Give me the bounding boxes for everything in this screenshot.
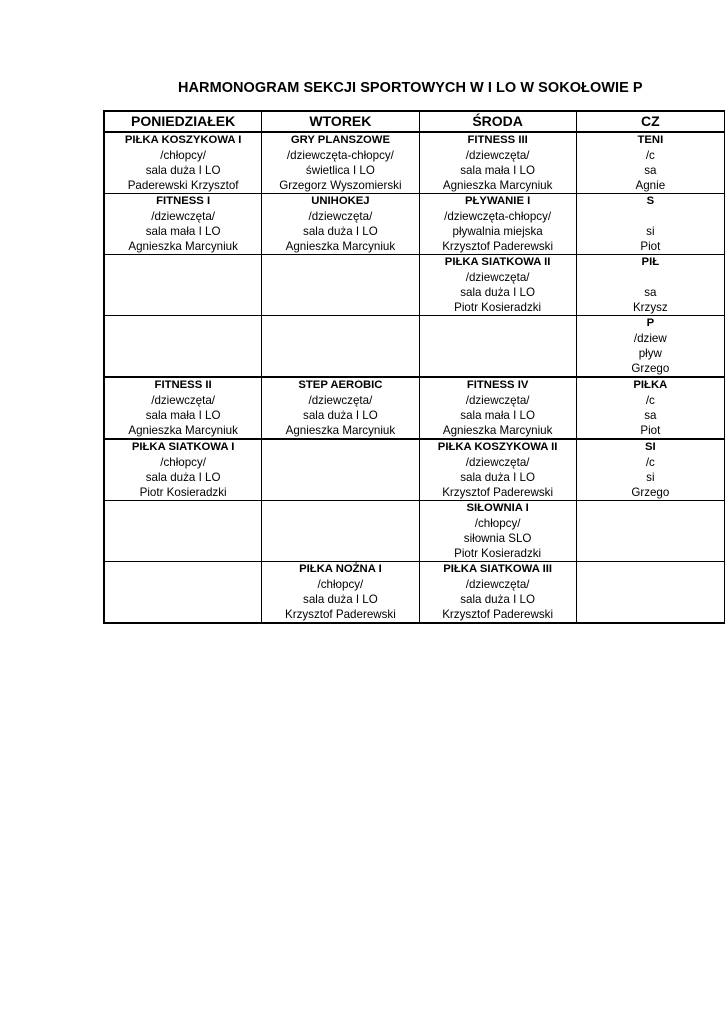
activity-place — [420, 346, 576, 361]
schedule-cell-tuesday — [262, 316, 419, 378]
activity-place: sala mała I LO — [145, 225, 221, 238]
activity-name: PIŁ — [641, 256, 660, 268]
activity-group — [420, 331, 576, 346]
activity-name: TENI — [637, 134, 664, 146]
activity-group: /dziewczęta/ — [151, 210, 216, 223]
activity-group — [105, 577, 261, 592]
schedule-cell-tuesday — [262, 562, 419, 624]
table-row — [104, 377, 725, 439]
schedule-cell-thursday — [576, 377, 724, 439]
schedule-cell-wednesday — [419, 501, 576, 562]
schedule-cell-wednesday — [419, 255, 576, 316]
activity-group: /dziewczęta/ — [465, 394, 530, 407]
schedule-cell-thursday — [576, 194, 724, 255]
activity-group — [262, 331, 418, 346]
header-row — [104, 111, 725, 132]
schedule-cell-thursday — [576, 501, 724, 562]
table-row — [104, 439, 725, 501]
schedule-cell-tuesday — [262, 377, 419, 439]
activity-group: /dziewczęta/ — [151, 394, 216, 407]
activity-place: sa — [644, 164, 657, 177]
schedule-cell-wednesday — [419, 377, 576, 439]
schedule-cell-thursday — [576, 439, 724, 501]
activity-coach: Piotr Kosieradzki — [454, 301, 542, 314]
activity-coach: Krzysz — [632, 301, 668, 314]
activity-coach — [262, 546, 418, 561]
activity-name: PIŁKA NOŻNA I — [299, 563, 382, 575]
activity-coach: Agnieszka Marcyniuk — [442, 424, 553, 437]
activity-place: sala duża I LO — [303, 225, 378, 238]
activity-group: /chłopcy/ — [160, 149, 206, 162]
activity-name — [105, 501, 261, 516]
activity-coach: Krzysztof Paderewski — [284, 608, 396, 621]
activity-name: PIŁKA SIATKOWA I — [131, 441, 235, 453]
activity-coach — [262, 485, 418, 500]
activity-coach: Piotr Kosieradzki — [139, 486, 227, 499]
activity-name — [420, 316, 576, 331]
activity-coach — [577, 546, 724, 561]
table-row — [104, 255, 725, 316]
activity-name — [105, 562, 261, 577]
schedule-cell-tuesday — [262, 194, 419, 255]
activity-coach: Agnieszka Marcyniuk — [285, 424, 396, 437]
activity-group: /dziewczęta/ — [465, 456, 530, 469]
schedule-cell-monday — [104, 132, 262, 194]
activity-place: sala mała I LO — [145, 409, 221, 422]
activity-coach: Krzysztof Paderewski — [442, 486, 554, 499]
activity-place — [262, 531, 418, 546]
activity-place — [105, 592, 261, 607]
activity-name: FITNESS II — [154, 379, 212, 391]
activity-group: /dziewczęta-chłopcy/ — [286, 149, 394, 162]
table-row — [104, 562, 725, 624]
activity-coach: Piot — [640, 424, 661, 437]
schedule-cell-wednesday — [419, 132, 576, 194]
activity-name: GRY PLANSZOWE — [290, 134, 390, 146]
activity-name: P — [646, 317, 655, 329]
activity-coach — [105, 607, 261, 622]
activity-place: sala duża I LO — [303, 409, 378, 422]
activity-place: si — [646, 225, 655, 238]
activity-place — [262, 285, 418, 300]
activity-group: /dziewczęta-chłopcy/ — [444, 210, 552, 223]
activity-name: PIŁKA KOSZYKOWA I — [124, 134, 242, 146]
day-header-wednesday: ŚRODA — [419, 111, 576, 132]
activity-group: /dziewczęta/ — [308, 394, 373, 407]
activity-place: sala duża I LO — [145, 164, 221, 177]
activity-place: sala duża I LO — [303, 593, 378, 606]
activity-name — [105, 255, 261, 270]
activity-place — [262, 346, 418, 361]
activity-group — [577, 209, 724, 224]
schedule-cell-tuesday — [262, 501, 419, 562]
activity-name — [262, 255, 418, 270]
activity-coach: Agnieszka Marcyniuk — [128, 240, 238, 253]
day-header-monday: PONIEDZIAŁEK — [104, 111, 262, 132]
schedule-cell-wednesday — [419, 562, 576, 624]
activity-place — [577, 531, 724, 546]
activity-group — [577, 577, 724, 592]
activity-place: sa — [644, 409, 657, 422]
schedule-cell-thursday — [576, 255, 724, 316]
activity-place — [105, 346, 261, 361]
activity-place: pływalnia miejska — [452, 225, 543, 238]
day-header-thursday: CZ — [576, 111, 724, 132]
activity-name — [577, 562, 724, 577]
activity-group: /dziewczęta/ — [308, 210, 373, 223]
activity-name: SI — [644, 441, 656, 453]
schedule-cell-wednesday — [419, 316, 576, 378]
schedule-grid — [103, 110, 725, 624]
activity-name: PŁYWANIE I — [464, 195, 531, 207]
activity-name: PIŁKA — [633, 379, 668, 391]
activity-coach — [105, 361, 261, 376]
activity-group: /c — [645, 149, 655, 162]
activity-name: STEP AEROBIC — [298, 379, 383, 391]
activity-name — [262, 440, 418, 455]
table-row — [104, 132, 725, 194]
activity-coach: Paderewski Krzysztof — [127, 179, 239, 192]
activity-place — [105, 285, 261, 300]
activity-place — [262, 470, 418, 485]
activity-place: si — [646, 471, 655, 484]
activity-place: sala duża I LO — [460, 593, 535, 606]
activity-group — [262, 270, 418, 285]
schedule-cell-monday — [104, 501, 262, 562]
activity-name: FITNESS IV — [466, 379, 529, 391]
schedule-cell-monday — [104, 194, 262, 255]
activity-name — [262, 501, 418, 516]
activity-group — [262, 455, 418, 470]
activity-place: sala mała I LO — [460, 409, 535, 422]
activity-coach — [105, 546, 261, 561]
schedule-cell-monday — [104, 562, 262, 624]
activity-coach: Krzysztof Paderewski — [442, 240, 554, 253]
activity-group — [105, 331, 261, 346]
activity-group: /dziewczęta/ — [465, 578, 530, 591]
schedule-cell-thursday — [576, 562, 724, 624]
activity-place: pływ — [638, 347, 662, 360]
activity-name: PIŁKA SIATKOWA II — [444, 256, 551, 268]
schedule-cell-tuesday — [262, 439, 419, 501]
activity-name: S — [646, 195, 655, 207]
schedule-cell-thursday — [576, 132, 724, 194]
activity-place: sala duża I LO — [460, 471, 535, 484]
activity-coach: Agnie — [635, 179, 666, 192]
schedule-cell-tuesday — [262, 132, 419, 194]
schedule-cell-monday — [104, 377, 262, 439]
activity-name — [262, 316, 418, 331]
schedule-cell-monday — [104, 316, 262, 378]
activity-place: siłownia SLO — [463, 532, 532, 545]
table-row — [104, 501, 725, 562]
activity-group: /c — [645, 456, 655, 469]
table-row — [104, 316, 725, 378]
activity-group: /c — [645, 394, 655, 407]
schedule-cell-tuesday — [262, 255, 419, 316]
activity-coach: Piotr Kosieradzki — [454, 547, 542, 560]
activity-name: PIŁKA KOSZYKOWA II — [437, 441, 558, 453]
activity-group — [105, 516, 261, 531]
activity-group — [577, 270, 724, 285]
activity-group: /dziewczęta/ — [465, 271, 530, 284]
schedule-cell-monday — [104, 439, 262, 501]
activity-coach — [262, 361, 418, 376]
activity-coach — [420, 361, 576, 376]
activity-place — [577, 592, 724, 607]
activity-coach — [105, 300, 261, 315]
activity-name: FITNESS I — [156, 195, 211, 207]
activity-place: świetlica I LO — [305, 164, 375, 177]
activity-group: /dziewczęta/ — [465, 149, 530, 162]
activity-coach: Grzego — [631, 486, 670, 499]
activity-coach — [577, 607, 724, 622]
schedule-cell-thursday — [576, 316, 724, 378]
activity-group: /dziew — [633, 332, 667, 345]
schedule-table — [103, 110, 725, 621]
activity-coach: Krzysztof Paderewski — [442, 608, 554, 621]
day-header-tuesday: WTOREK — [262, 111, 419, 132]
activity-name — [105, 316, 261, 331]
activity-name: FITNESS III — [467, 134, 528, 146]
activity-coach: Grzegorz Wyszomierski — [279, 179, 402, 192]
activity-place: sa — [644, 286, 657, 299]
activity-group: /chłopcy/ — [474, 517, 521, 530]
schedule-cell-wednesday — [419, 439, 576, 501]
schedule-cell-monday — [104, 255, 262, 316]
activity-coach: Agnieszka Marcyniuk — [128, 424, 238, 437]
activity-name — [577, 501, 724, 516]
page-title: HARMONOGRAM SEKCJI SPORTOWYCH W I LO W SOKOŁOWIE P — [178, 80, 643, 96]
activity-group — [262, 516, 418, 531]
activity-coach: Grzego — [631, 362, 670, 375]
activity-coach: Agnieszka Marcyniuk — [285, 240, 396, 253]
activity-place: sala duża I LO — [145, 471, 221, 484]
schedule-cell-wednesday — [419, 194, 576, 255]
table-row — [104, 194, 725, 255]
activity-coach: Piot — [640, 240, 661, 253]
activity-group — [577, 516, 724, 531]
activity-coach: Agnieszka Marcyniuk — [442, 179, 553, 192]
activity-name: UNIHOKEJ — [311, 195, 370, 207]
activity-group: /chłopcy/ — [160, 456, 206, 469]
activity-name: SIŁOWNIA I — [466, 502, 529, 514]
activity-group: /chłopcy/ — [317, 578, 364, 591]
activity-group — [105, 270, 261, 285]
activity-place — [105, 531, 261, 546]
activity-place: sala duża I LO — [460, 286, 535, 299]
activity-place: sala mała I LO — [460, 164, 535, 177]
activity-name: PIŁKA SIATKOWA III — [443, 563, 553, 575]
activity-coach — [262, 300, 418, 315]
